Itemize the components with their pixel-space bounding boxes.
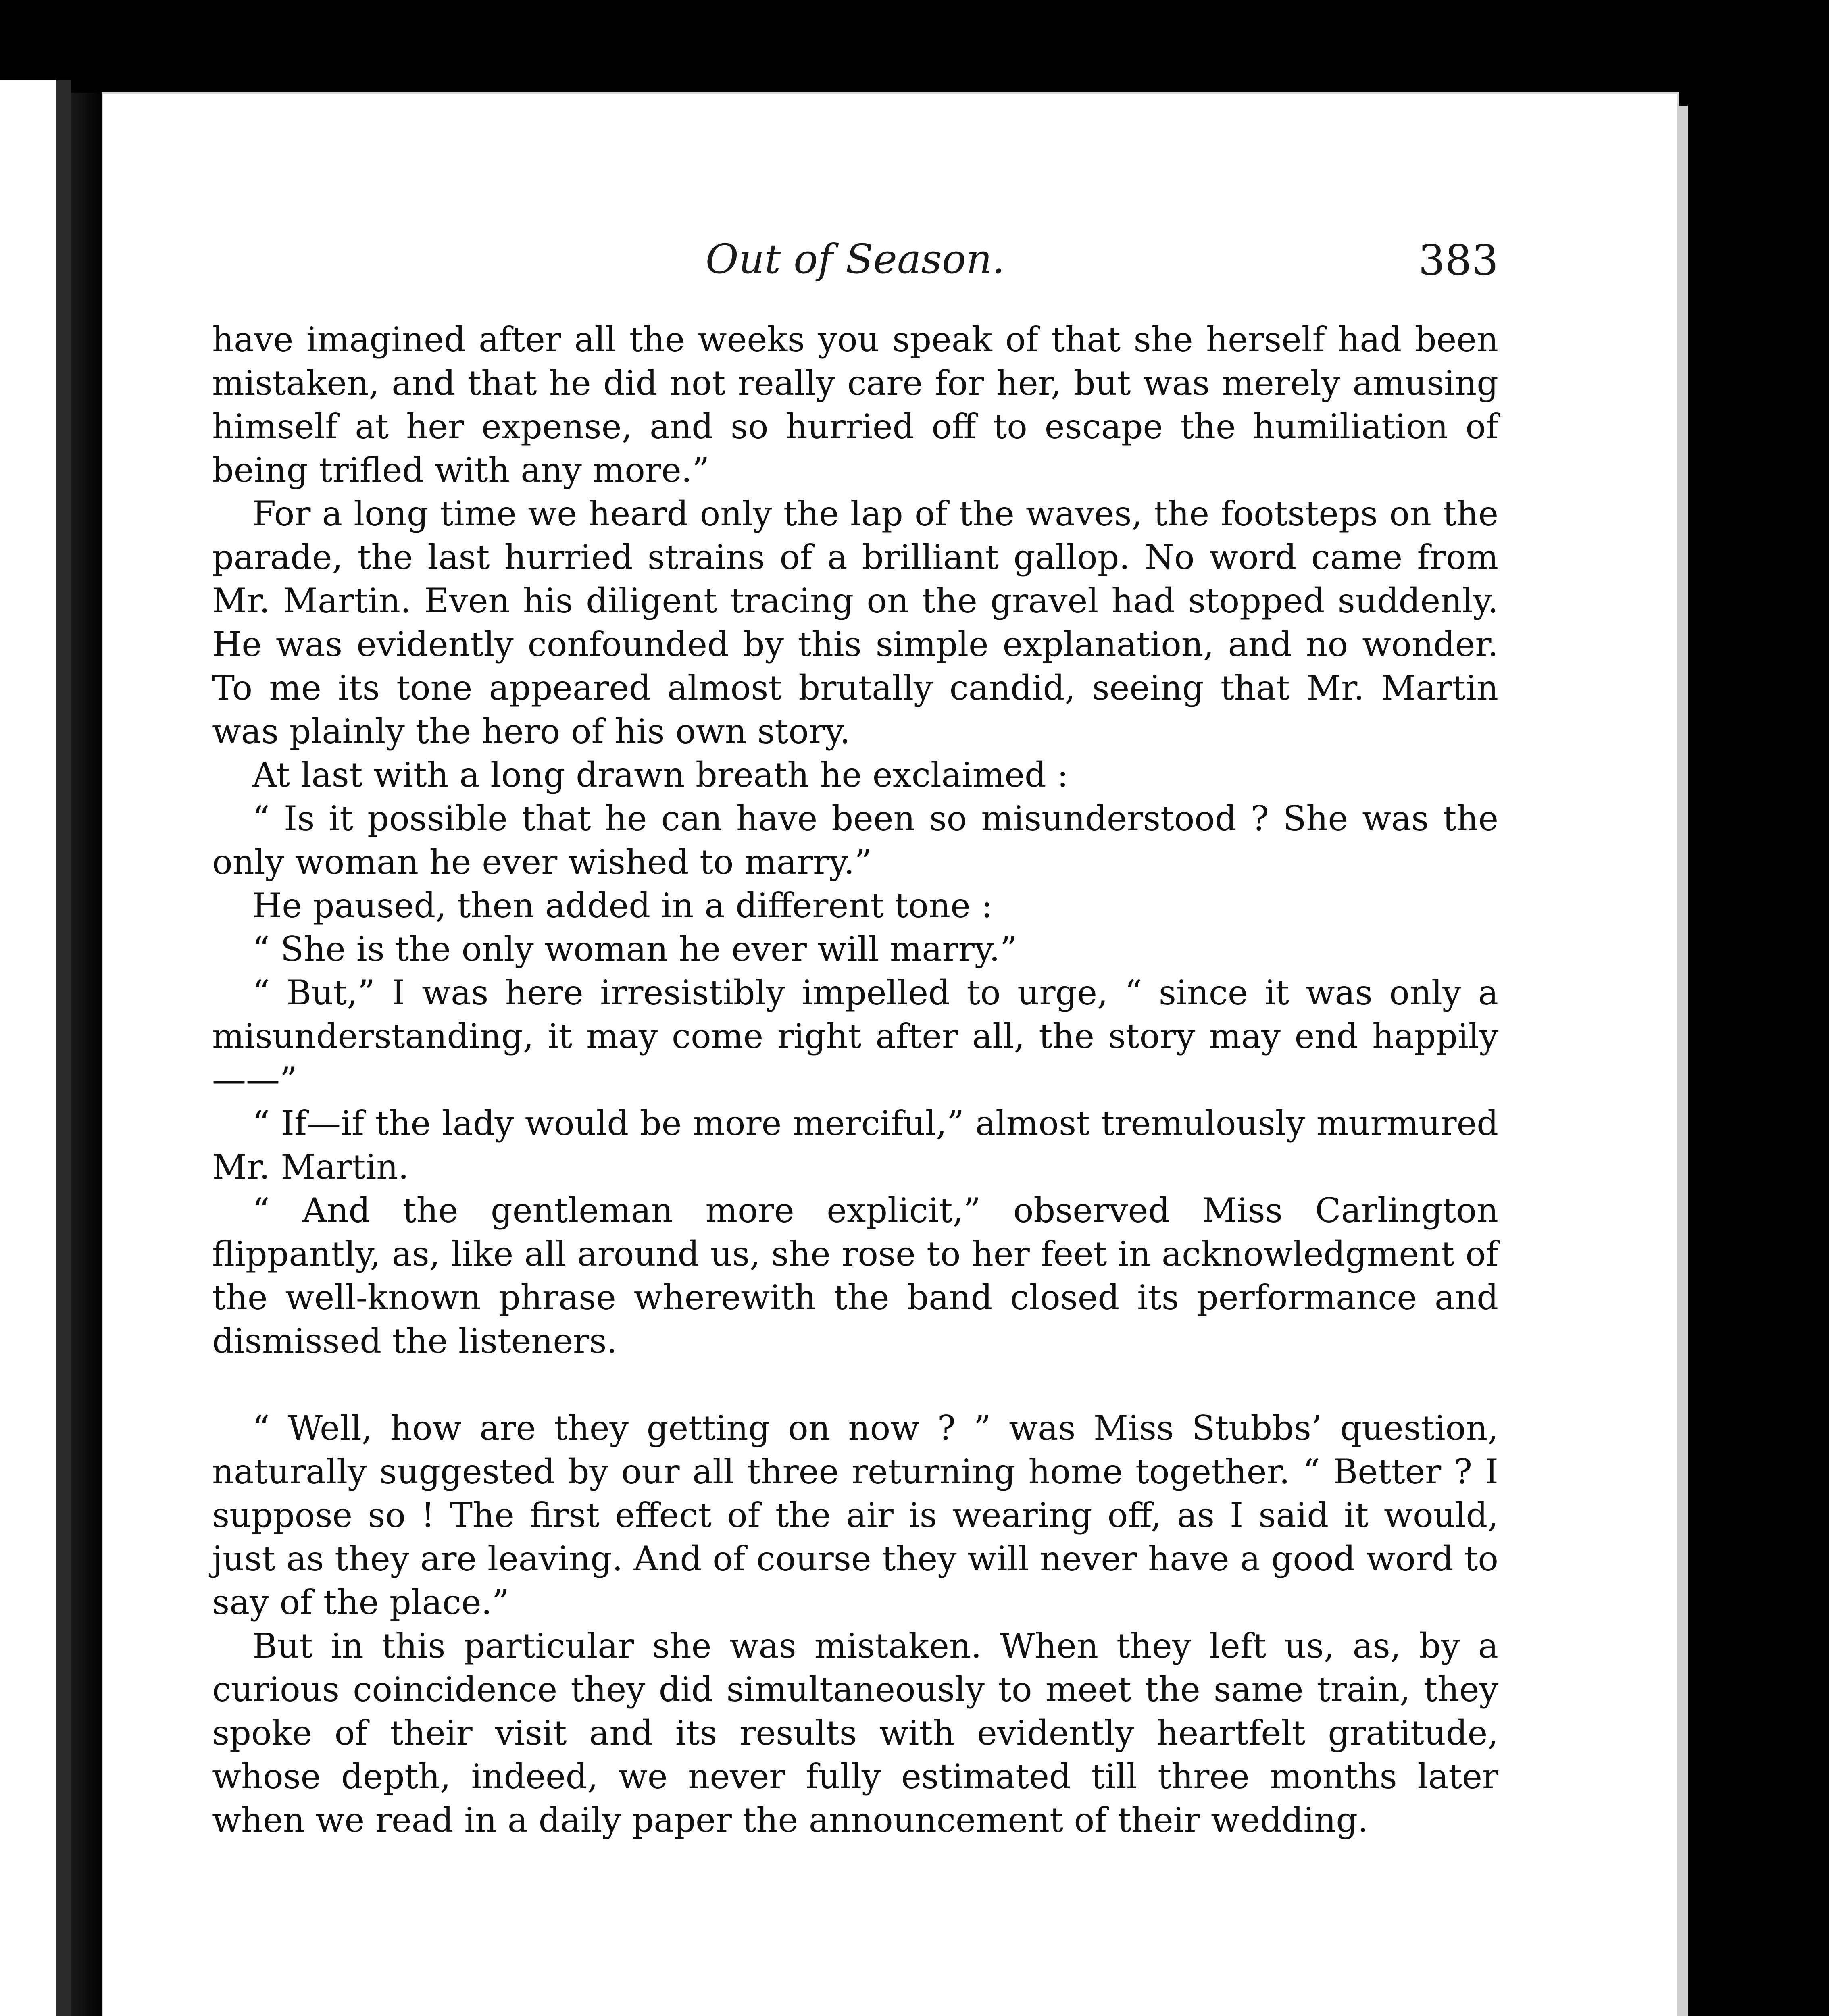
page-number: 383 (1418, 235, 1498, 285)
page-edge (1677, 106, 1688, 2016)
paragraph-10: “ Well, how are they getting on now ? ” was Miss Stubbs’ question, naturally suggested by our all three returning home together. “ Better ? I suppose so ! The first effect of the air is wearing off, as I said it would, just as they are leaving. And of course they will never have a good word to say of the place.” (212, 1408, 1498, 1622)
paragraph-2: For a long time we heard only the lap of the waves, the footsteps on the parade, the last hurried strains of a brilliant gallop. No word came from Mr. Martin. Even his diligent tracing on the gravel had stopped suddenly. He was evidently confounded by this simple explanation, and no wonder. To me its tone appeared almost brutally candid, seeing that Mr. Martin was plainly the hero of his own story. (212, 494, 1498, 751)
paragraph-4: “ Is it possible that he can have been so misunderstood ? She was the only woman he ever wished to marry.” (212, 799, 1498, 882)
body-text (212, 318, 1498, 1842)
paragraph-3: At last with a long drawn breath he exclaimed : (252, 755, 1069, 795)
paragraph-11: But in this particular she was mistaken. When they left us, as, by a curious coincidence they did simultaneously to meet the same train, they spoke of their visit and its results with evidently heartfelt gratitude, whose depth, indeed, we never fully estimated till three months later when we read in a daily paper the announcement of their wedding. (212, 1626, 1498, 1840)
running-head (212, 235, 1498, 292)
paragraph-7: “ But,” I was here irresistibly impelled to urge, “ since it was only a misunderstanding, it may come right after all, the story may end happily——” (212, 973, 1498, 1100)
paragraph-8: “ If—if the lady would be more merciful,” almost tremulously murmured Mr. Martin. (212, 1104, 1498, 1187)
paragraph-5: He paused, then added in a different tone : (252, 886, 993, 925)
paragraph-9: “ And the gentleman more explicit,” observed Miss Carlington flippantly, as, like all around us, she rose to her feet in acknowledgment of the well-known phrase wherewith the band closed its performance and dismissed the listeners. (212, 1191, 1498, 1361)
facing-page-edge (0, 80, 71, 2016)
book-page (103, 94, 1677, 2016)
book-gutter (71, 93, 103, 2016)
paragraph-6: “ She is the only woman he ever will marry.” (252, 929, 1017, 969)
running-title: Out of Season. (705, 235, 1005, 283)
paragraph-1: have imagined after all the weeks you speak of that she herself had been mistaken, and that he did not really care for her, but was merely amusing himself at her expense, and so hurried off to escape the humiliation of being trifled with any more.” (212, 320, 1498, 490)
